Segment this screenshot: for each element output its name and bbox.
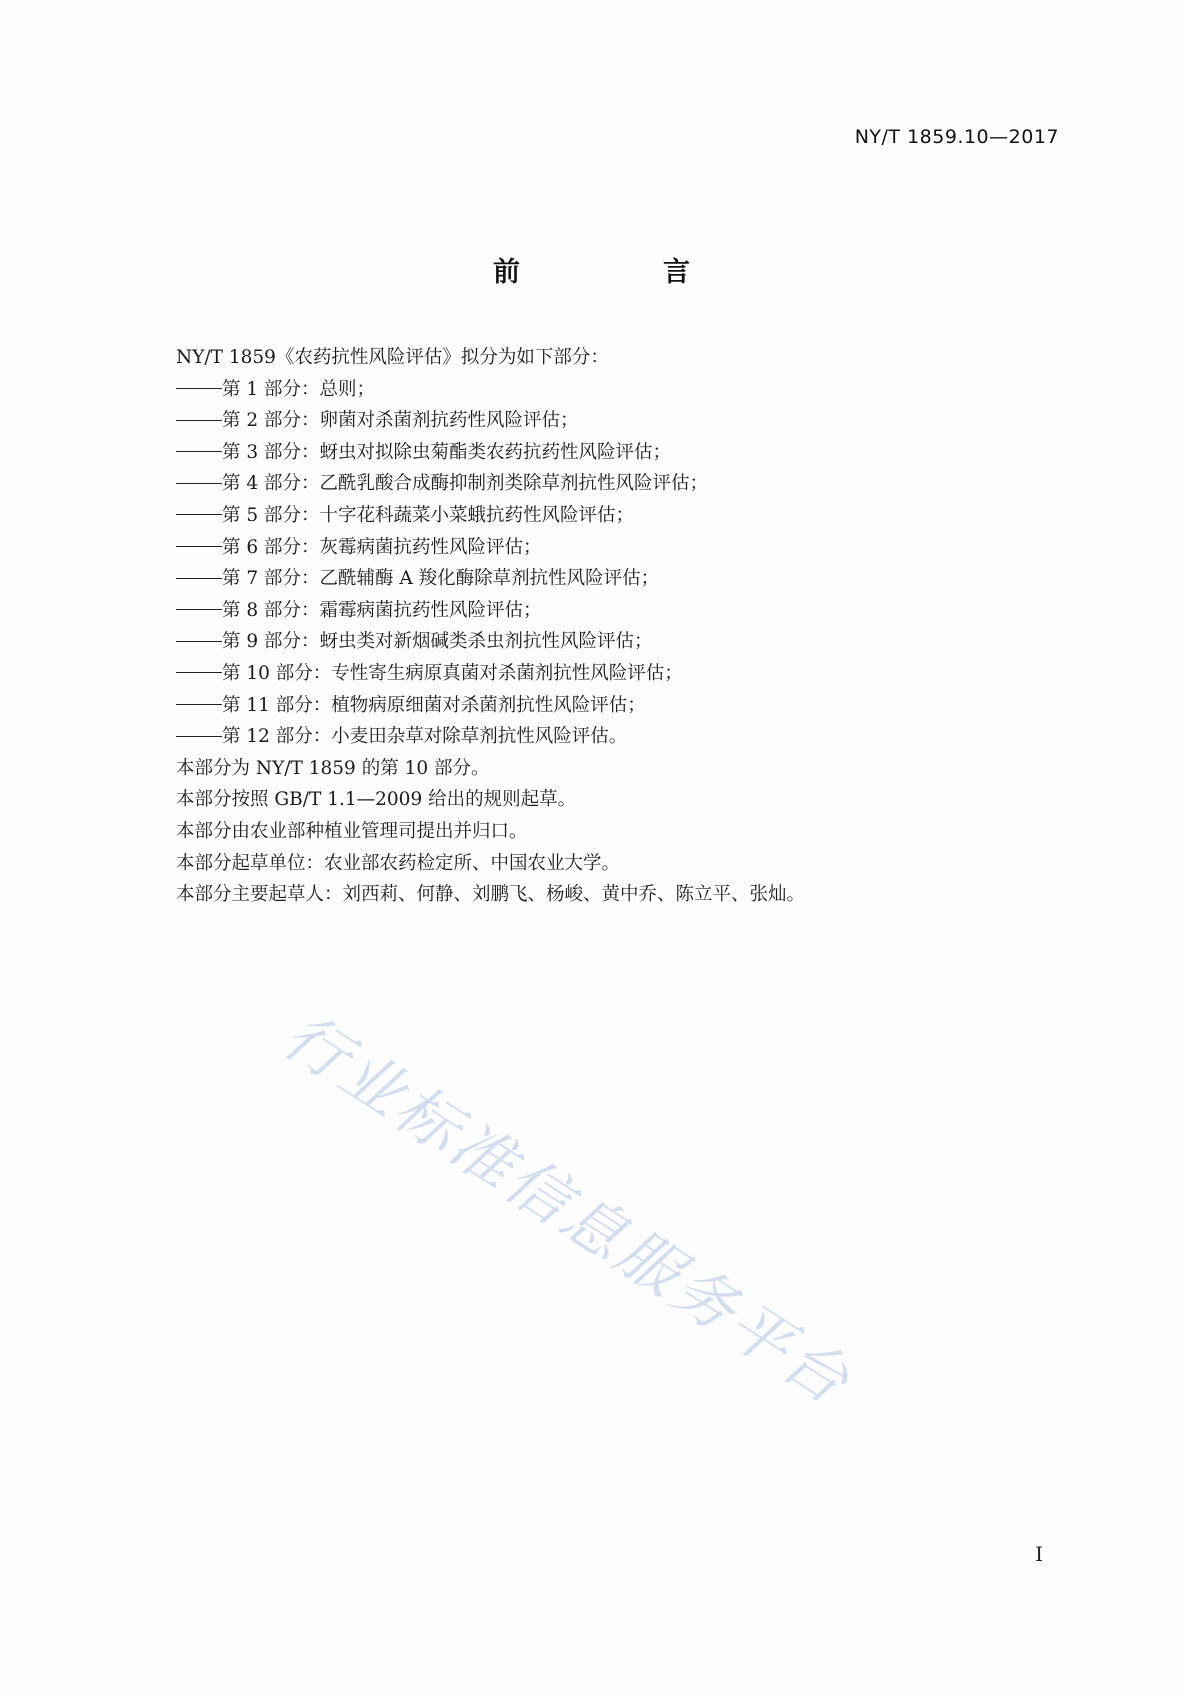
part-text: 第 11 部分：植物病原细菌对杀菌剂抗性风险评估；: [222, 694, 646, 716]
paragraph-proposer: 本部分由农业部种植业管理司提出并归口。: [176, 820, 528, 842]
dash-mark: [176, 641, 222, 642]
dash-mark: [176, 736, 222, 737]
part-text: 第 4 部分：乙酰乳酸合成酶抑制剂类除草剂抗性风险评估；: [222, 473, 709, 495]
intro-paragraph: NY/T 1859《农药抗性风险评估》拟分为如下部分：: [176, 347, 609, 368]
dash-mark: [176, 672, 222, 673]
dash-mark: [176, 704, 222, 705]
list-item: [176, 690, 1036, 722]
page-number: I: [1035, 1542, 1043, 1566]
dash-mark: [176, 514, 222, 515]
list-item: [176, 532, 1036, 564]
part-text: 第 6 部分：灰霉病菌抗药性风险评估；: [222, 536, 542, 558]
dash-mark: [176, 420, 222, 421]
paragraph-drafting-units: 本部分起草单位：农业部农药检定所、中国农业大学。: [176, 852, 621, 874]
dash-mark: [176, 451, 222, 452]
list-item: [176, 374, 1036, 406]
paragraph-part-number: 本部分为 NY/T 1859 的第 10 部分。: [176, 757, 490, 779]
foreword-body: [176, 342, 1036, 911]
list-item: [176, 563, 1036, 595]
list-item: [176, 500, 1036, 532]
dash-mark: [176, 483, 222, 484]
part-text: 第 5 部分：十字花科蔬菜小菜蛾抗药性风险评估；: [222, 504, 635, 526]
list-item: [176, 595, 1036, 627]
part-text: 第 7 部分：乙酰辅酶 A 羧化酶除草剂抗性风险评估；: [222, 568, 660, 590]
part-text: 第 12 部分：小麦田杂草对除草剂抗性风险评估。: [222, 726, 628, 748]
part-text: 第 10 部分：专性寄生病原真菌对杀菌剂抗性风险评估；: [222, 662, 683, 684]
list-item: [176, 437, 1036, 469]
list-item: [176, 658, 1036, 690]
standard-code: NY/T 1859.10—2017: [854, 126, 1059, 148]
dash-mark: [176, 546, 222, 547]
paragraph-drafting-rules: 本部分按照 GB/T 1.1—2009 给出的规则起草。: [176, 789, 577, 811]
paragraph-drafters: 本部分主要起草人：刘西莉、何静、刘鹏飞、杨峻、黄中乔、陈立平、张灿。: [176, 884, 806, 906]
list-item: [176, 405, 1036, 437]
part-text: 第 8 部分：霜霉病菌抗药性风险评估；: [222, 599, 542, 621]
part-text: 第 9 部分：蚜虫类对新烟碱类杀虫剂抗性风险评估；: [222, 631, 653, 653]
dash-mark: [176, 578, 222, 579]
list-item: [176, 721, 1036, 753]
list-item: [176, 468, 1036, 500]
dash-mark: [176, 609, 222, 610]
dash-mark: [176, 388, 222, 389]
watermark: 行业标准信息服务平台: [271, 998, 865, 1420]
page-title: 前 言: [493, 257, 748, 288]
part-text: 第 1 部分：总则；: [222, 378, 376, 400]
part-text: 第 2 部分：卵菌对杀菌剂抗药性风险评估；: [222, 410, 579, 432]
list-item: [176, 626, 1036, 658]
part-text: 第 3 部分：蚜虫对拟除虫菊酯类农药抗药性风险评估；: [222, 441, 672, 463]
